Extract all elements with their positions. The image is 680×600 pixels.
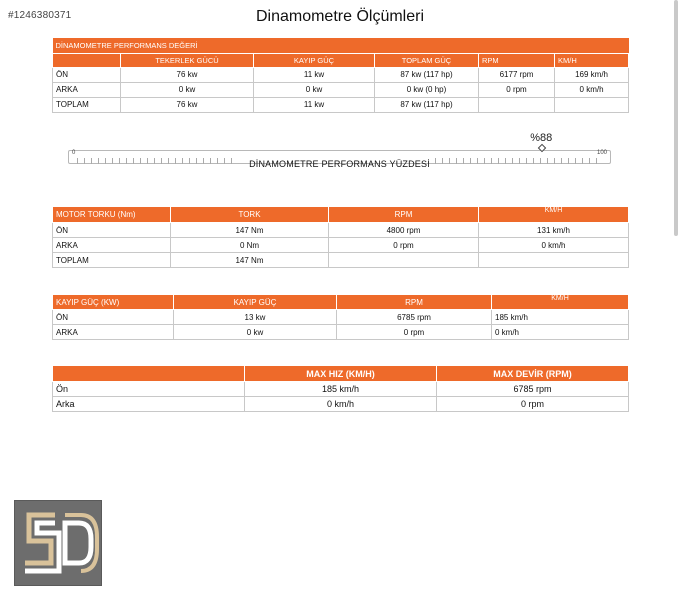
performance-gauge xyxy=(68,150,611,169)
header-cell: KM/H xyxy=(479,207,629,223)
table-cell: 0 kw xyxy=(174,325,337,340)
table-row xyxy=(53,238,629,253)
row-label: ARKA xyxy=(53,238,171,253)
table-cell: 76 kw xyxy=(121,67,254,82)
table-cell: 6785 rpm xyxy=(437,382,629,397)
row-label: Ön xyxy=(53,382,245,397)
row-label: Arka xyxy=(53,397,245,412)
table-cell: 0 km/h xyxy=(245,397,437,412)
table-cell: 76 kw xyxy=(121,97,254,112)
table-cell: 0 rpm xyxy=(479,82,555,97)
max-values-table xyxy=(52,365,629,412)
table-cell xyxy=(329,253,479,268)
table-row xyxy=(53,382,629,397)
performance-caption: DİNAMOMETRE PERFORMANS DEĞERİ xyxy=(53,38,629,53)
table-cell xyxy=(479,97,555,112)
table-cell xyxy=(555,97,629,112)
table-cell: 0 Nm xyxy=(171,238,329,253)
header-cell: RPM xyxy=(329,207,479,223)
gauge-percent: %88 xyxy=(530,132,553,144)
table-cell: 4800 rpm xyxy=(329,223,479,238)
row-label: ÖN xyxy=(53,67,121,82)
header-cell: KAYIP GÜÇ (KW) xyxy=(53,295,174,310)
gauge-max-label: 100 xyxy=(596,150,607,156)
header-cell: KM/H xyxy=(492,295,629,310)
row-label: TOPLAM xyxy=(53,253,171,268)
table-cell: 147 Nm xyxy=(171,253,329,268)
header-cell xyxy=(53,366,245,382)
table-row xyxy=(53,97,629,112)
table-cell: 0 rpm xyxy=(437,397,629,412)
row-label: ÖN xyxy=(53,223,171,238)
table-cell: 0 kw xyxy=(121,82,254,97)
table-row xyxy=(53,223,629,238)
header-cell: TEKERLEK GÜCÜ xyxy=(121,53,254,67)
gauge-label: DİNAMOMETRE PERFORMANS YÜZDESİ xyxy=(249,159,430,169)
header-cell: MOTOR TORKU (Nm) xyxy=(53,207,171,223)
performance-table xyxy=(52,38,629,113)
table-cell: 0 rpm xyxy=(337,325,492,340)
table-row xyxy=(53,397,629,412)
header-cell: KAYIP GÜÇ xyxy=(174,295,337,310)
gauge-min-label: 0 xyxy=(72,150,76,156)
table-cell: 0 rpm xyxy=(329,238,479,253)
table-cell: 13 kw xyxy=(174,310,337,325)
header-cell: RPM xyxy=(479,53,555,67)
torque-table xyxy=(52,206,629,268)
table-cell: 87 kw (117 hp) xyxy=(375,67,479,82)
table-cell: 87 kw (117 hp) xyxy=(375,97,479,112)
table-cell: 0 kw (0 hp) xyxy=(375,82,479,97)
header-cell: KAYIP GÜÇ xyxy=(254,53,375,67)
table-cell: 0 km/h xyxy=(479,238,629,253)
table-cell: 185 km/h xyxy=(245,382,437,397)
header-cell: MAX DEVİR (RPM) xyxy=(437,366,629,382)
table-cell: 185 km/h xyxy=(492,310,629,325)
gauge-marker xyxy=(538,144,546,152)
header-cell: RPM xyxy=(337,295,492,310)
row-label: TOPLAM xyxy=(53,97,121,112)
sd-logo-icon xyxy=(15,501,101,585)
table-cell xyxy=(479,253,629,268)
table-cell: 0 km/h xyxy=(492,325,629,340)
table-cell: 6785 rpm xyxy=(337,310,492,325)
table-cell: 11 kw xyxy=(254,67,375,82)
table-cell: 11 kw xyxy=(254,97,375,112)
header-cell: TOPLAM GÜÇ xyxy=(375,53,479,67)
table-cell: 147 Nm xyxy=(171,223,329,238)
row-label: ARKA xyxy=(53,325,174,340)
header-cell: KM/H xyxy=(555,53,629,67)
scrollbar[interactable] xyxy=(674,0,678,236)
table-row xyxy=(53,253,629,268)
table-row xyxy=(53,325,629,340)
table-row xyxy=(53,82,629,97)
header-cell: MAX HIZ (KM/H) xyxy=(245,366,437,382)
table-cell: 0 kw xyxy=(254,82,375,97)
table-cell: 6177 rpm xyxy=(479,67,555,82)
loss-power-table xyxy=(52,294,629,340)
header-cell xyxy=(53,53,121,67)
table-cell: 131 km/h xyxy=(479,223,629,238)
header-cell: TORK xyxy=(171,207,329,223)
table-cell: 0 km/h xyxy=(555,82,629,97)
page-title: Dinamometre Ölçümleri xyxy=(255,8,425,25)
listing-id: #1246380371 xyxy=(8,10,72,21)
row-label: ÖN xyxy=(53,310,174,325)
row-label: ARKA xyxy=(53,82,121,97)
table-row xyxy=(53,67,629,82)
sd-logo xyxy=(14,500,102,586)
table-row xyxy=(53,310,629,325)
table-cell: 169 km/h xyxy=(555,67,629,82)
